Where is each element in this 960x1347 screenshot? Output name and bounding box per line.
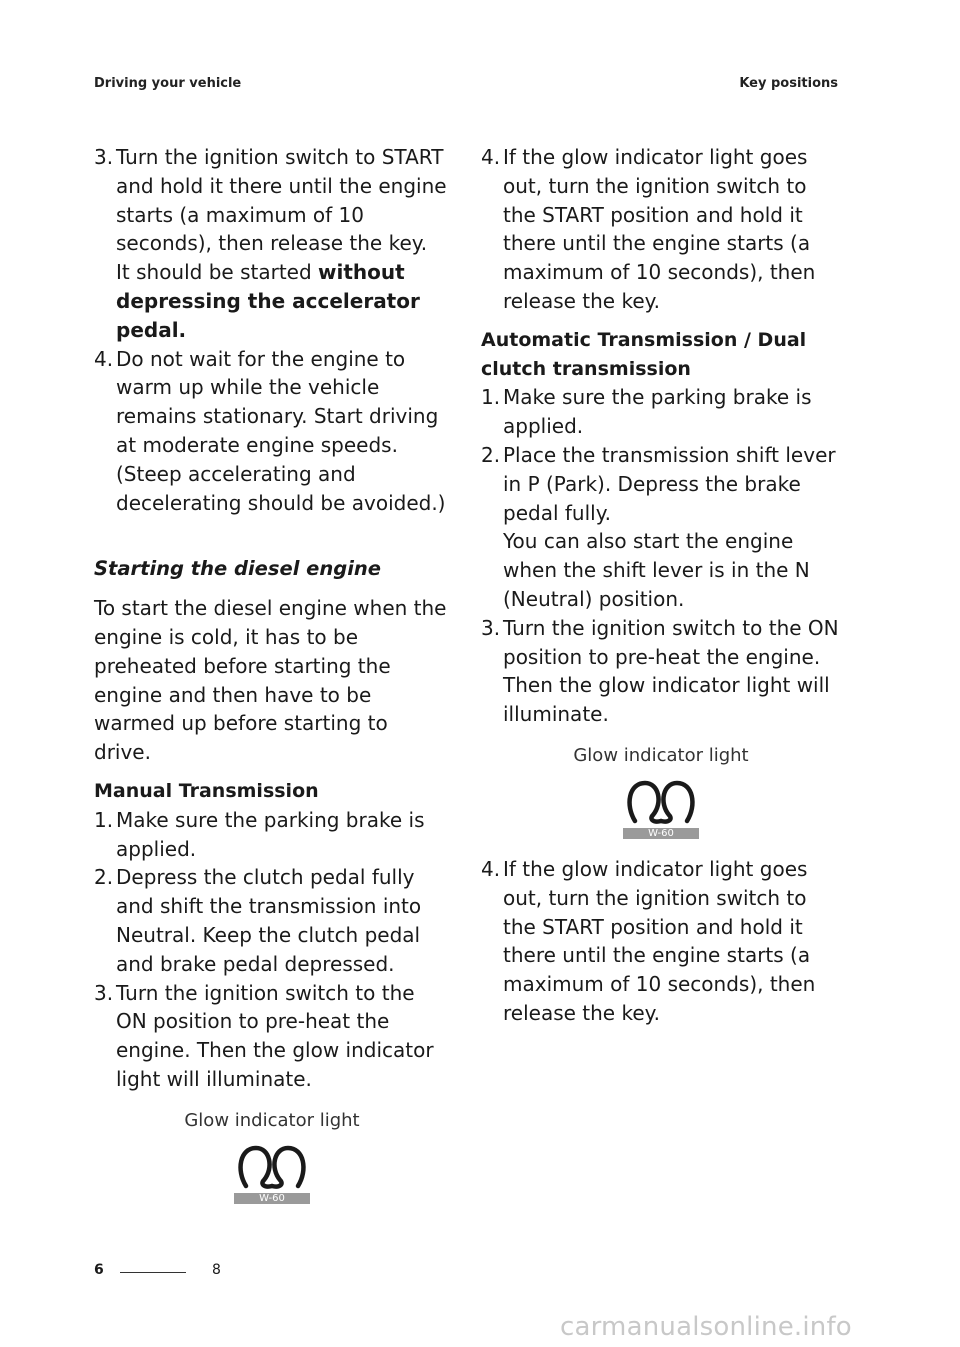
- footer-rule: [120, 1272, 186, 1273]
- step-number: 4.: [94, 346, 114, 371]
- step-note: It should be started without depressing the accelerator pedal.: [116, 260, 420, 342]
- step-text: If the glow indicator light goes out, turn the ignition switch to the START position and hold it there until the engine starts (a maximum of 10 seconds), then release the key.: [503, 856, 816, 1025]
- step-number: 3.: [94, 145, 114, 169]
- manual-step-3: [94, 979, 450, 1094]
- step-text: Make sure the parking brake is applied.: [503, 385, 812, 439]
- step-text: Make sure the parking brake is applied.: [116, 807, 425, 861]
- diesel-section-heading: Starting the diesel engine: [94, 557, 382, 581]
- watermark: carmanualsonline.info: [560, 1312, 852, 1342]
- automatic-transmission-heading: Automatic Transmission / Dual clutch transmission: [481, 328, 807, 380]
- diesel-intro-paragraph: To start the diesel engine when the engine is cold, it has to be preheated before starting the engine and then have to be warmed up before starting to drive.: [94, 596, 447, 765]
- step-number: 3.: [94, 980, 114, 1005]
- manual-step-2: [94, 863, 450, 978]
- page-footer: [94, 1262, 234, 1282]
- glow-plug-icon: [234, 1140, 310, 1204]
- glow-indicator-figure: [481, 743, 841, 843]
- step-text: Depress the clutch pedal fully and shift the transmission into Neutral. Keep the clutch pedal and brake pedal depressed.: [116, 865, 422, 976]
- figure-caption: Glow indicator light: [184, 1109, 360, 1131]
- step-text: Turn the ignition switch to the ON position to pre-heat the engine. Then the glow indicator light will illuminate.: [116, 980, 434, 1091]
- header-chapter: Driving your vehicle: [94, 76, 242, 91]
- step-text: Turn the ignition switch to the ON position to pre-heat the engine. Then the glow indicator light will illuminate.: [503, 615, 839, 727]
- manual-transmission-heading: Manual Transmission: [94, 779, 319, 802]
- step-text: If the glow indicator light goes out, turn the ignition switch to the START position and hold it there until the engine starts (a maximum of 10 seconds), then release the key.: [503, 145, 816, 313]
- auto-step-1: [481, 383, 841, 441]
- step-number: 1.: [481, 385, 501, 410]
- step-number: 4.: [481, 145, 501, 169]
- section-number: 6: [94, 1262, 104, 1278]
- auto-step-2: [481, 441, 841, 614]
- glow-indicator-figure: [94, 1108, 450, 1208]
- step-4-warmup: [94, 345, 450, 518]
- header-topic: Key positions: [739, 76, 838, 91]
- glow-plug-icon: [623, 775, 699, 839]
- left-column: [94, 143, 450, 1208]
- step-number: 2.: [94, 865, 114, 890]
- step-number: 1.: [94, 807, 114, 832]
- page-number: 8: [212, 1262, 221, 1278]
- right-column: [481, 143, 841, 1028]
- step-3-start: [94, 143, 450, 345]
- step-text: Place the transmission shift lever in P (Park). Depress the brake pedal fully.: [503, 442, 836, 525]
- manual-step-1: [94, 806, 450, 864]
- step-4-start: [481, 143, 841, 316]
- step-note: You can also start the engine when the shift lever is in the N (Neutral) position.: [503, 529, 810, 611]
- step-4b-start: [481, 855, 841, 1028]
- step-text: Turn the ignition switch to START and hold it there until the engine starts (a maximum of 10 seconds), then release the key.: [116, 145, 447, 256]
- page-header: [94, 76, 838, 96]
- step-number: 3.: [481, 615, 501, 640]
- step-number: 4.: [481, 856, 501, 881]
- step-note-bold: without depressing the accelerator pedal.: [116, 260, 420, 342]
- step-text: Do not wait for the engine to warm up while the vehicle remains stationary. Start driving at moderate engine speeds. (Steep accelerating and decelerating should be avoided.): [116, 346, 446, 515]
- auto-step-3: [481, 614, 841, 729]
- step-number: 2.: [481, 442, 501, 467]
- figure-code: W-60: [623, 828, 699, 839]
- figure-code: W-60: [234, 1193, 310, 1204]
- figure-caption: Glow indicator light: [573, 744, 749, 766]
